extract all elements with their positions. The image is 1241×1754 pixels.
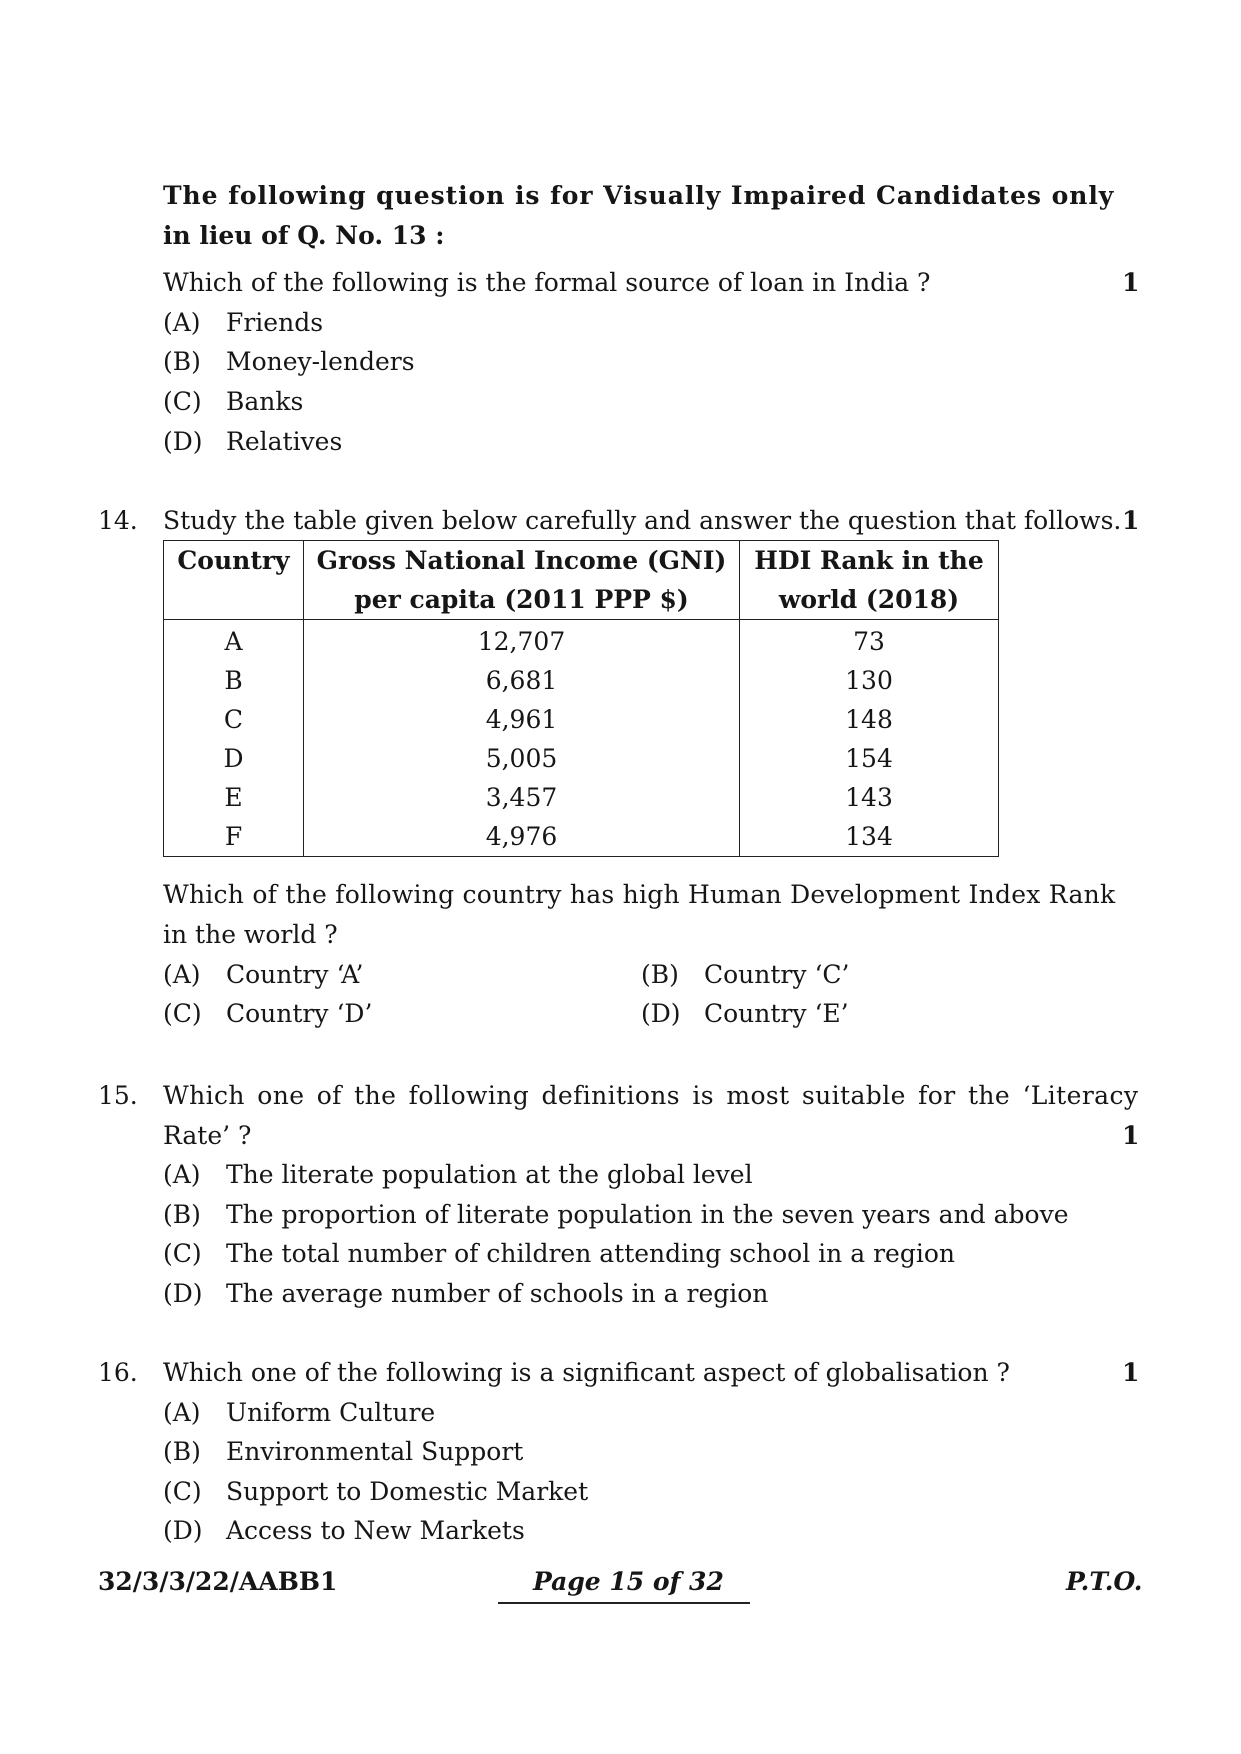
q16-option-a-text: Uniform Culture [226, 1398, 436, 1427]
vi-option-b-letter: (B) [163, 347, 201, 376]
q14-prompt: Study the table given below carefully and answer the question that follows. [163, 506, 1122, 535]
table-header-row [164, 541, 999, 620]
q15-marks: 1 [1122, 1121, 1140, 1150]
q14-option-a-letter: (A) [163, 960, 201, 989]
q15-question-line2: Rate’ ? [163, 1121, 252, 1150]
cell-country: B [164, 661, 304, 700]
header-hdi-line2: world (2018) [778, 585, 960, 614]
q16-question: Which one of the following is a significant aspect of globalisation ? [163, 1358, 1010, 1387]
vi-question: Which of the following is the formal source of loan in India ? [163, 268, 931, 297]
cell-hdi: 143 [740, 778, 999, 817]
cell-hdi: 73 [740, 620, 999, 662]
footer-page-number: Page 15 of 32 [533, 1567, 724, 1596]
q15-option-c-letter: (C) [163, 1239, 202, 1268]
vi-option-a-text: Friends [226, 308, 324, 337]
cell-gni: 4,976 [304, 817, 740, 857]
q14-question-line1: Which of the following country has high Human Development Index Rank [163, 880, 1116, 909]
vi-option-c-text: Banks [226, 387, 304, 416]
q14-option-c-text: Country ‘D’ [226, 999, 373, 1028]
q16-marks: 1 [1122, 1358, 1140, 1387]
cell-hdi: 130 [740, 661, 999, 700]
vi-option-b-text: Money-lenders [226, 347, 415, 376]
q16-number: 16. [98, 1358, 138, 1387]
q15-option-a-text: The literate population at the global level [226, 1160, 753, 1189]
header-country-label: Country [177, 546, 290, 575]
q15-option-d-letter: (D) [163, 1279, 203, 1308]
q15-question-line1: Which one of the following definitions is most suitable for the ‘Literacy [163, 1081, 1139, 1110]
cell-gni: 3,457 [304, 778, 740, 817]
vi-heading-line1: The following question is for Visually Impaired Candidates only [163, 181, 1115, 210]
q14-question-line2: in the world ? [163, 920, 338, 949]
hdi-table [163, 540, 999, 857]
cell-gni: 12,707 [304, 620, 740, 662]
footer-pto: P.T.O. [1066, 1567, 1143, 1596]
vi-marks: 1 [1122, 268, 1140, 297]
table-row [164, 620, 999, 662]
cell-hdi: 154 [740, 739, 999, 778]
table-row [164, 700, 999, 739]
vi-option-d-letter: (D) [163, 427, 203, 456]
cell-hdi: 134 [740, 817, 999, 857]
q14-option-c-letter: (C) [163, 999, 202, 1028]
q16-option-b-letter: (B) [163, 1437, 201, 1466]
table-row [164, 661, 999, 700]
q16-option-c-letter: (C) [163, 1477, 202, 1506]
table-row [164, 817, 999, 857]
vi-heading-line2: in lieu of Q. No. 13 : [163, 221, 445, 250]
q15-option-d-text: The average number of schools in a region [226, 1279, 769, 1308]
header-gni [304, 541, 740, 620]
cell-country: E [164, 778, 304, 817]
footer-paper-code: 32/3/3/22/AABB1 [98, 1567, 338, 1596]
q15-number: 15. [98, 1081, 138, 1110]
cell-country: D [164, 739, 304, 778]
q14-option-b-letter: (B) [641, 960, 679, 989]
vi-option-a-letter: (A) [163, 308, 201, 337]
q14-option-d-text: Country ‘E’ [704, 999, 849, 1028]
cell-country: C [164, 700, 304, 739]
q16-option-d-text: Access to New Markets [226, 1516, 525, 1545]
cell-country: A [164, 620, 304, 662]
cell-country: F [164, 817, 304, 857]
vi-option-c-letter: (C) [163, 387, 202, 416]
cell-gni: 4,961 [304, 700, 740, 739]
cell-hdi: 148 [740, 700, 999, 739]
header-hdi [740, 541, 999, 620]
q14-number: 14. [98, 506, 138, 535]
header-hdi-line1: HDI Rank in the [754, 546, 984, 575]
q14-marks: 1 [1122, 506, 1140, 535]
q16-option-d-letter: (D) [163, 1516, 203, 1545]
cell-gni: 5,005 [304, 739, 740, 778]
q16-option-a-letter: (A) [163, 1398, 201, 1427]
table-row [164, 739, 999, 778]
header-gni-line1: Gross National Income (GNI) [316, 546, 727, 575]
q15-option-c-text: The total number of children attending school in a region [226, 1239, 955, 1268]
header-country [164, 541, 304, 620]
q14-option-d-letter: (D) [641, 999, 681, 1028]
q15-option-b-text: The proportion of literate population in the seven years and above [226, 1200, 1069, 1229]
cell-gni: 6,681 [304, 661, 740, 700]
q14-option-b-text: Country ‘C’ [704, 960, 850, 989]
header-gni-line2: per capita (2011 PPP $) [354, 585, 689, 614]
q15-option-a-letter: (A) [163, 1160, 201, 1189]
table-row [164, 778, 999, 817]
vi-option-d-text: Relatives [226, 427, 343, 456]
q16-option-c-text: Support to Domestic Market [226, 1477, 589, 1506]
q16-option-b-text: Environmental Support [226, 1437, 524, 1466]
footer-page-underline [498, 1602, 750, 1604]
q14-option-a-text: Country ‘A’ [226, 960, 364, 989]
q15-option-b-letter: (B) [163, 1200, 201, 1229]
